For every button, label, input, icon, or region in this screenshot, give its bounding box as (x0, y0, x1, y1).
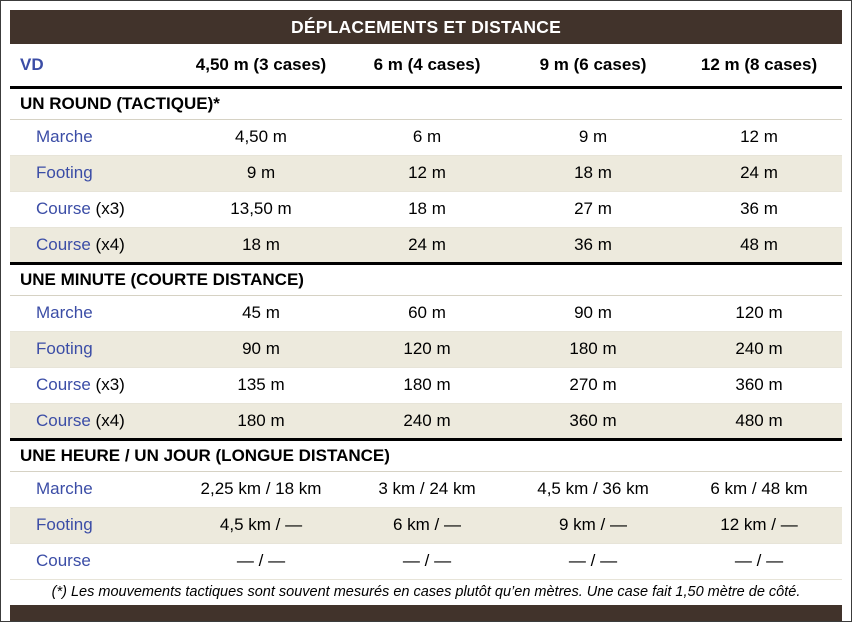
value-cell: 60 m (408, 303, 446, 322)
row-label (10, 403, 178, 439)
value-cell: 4,5 km / 36 km (537, 479, 649, 498)
value-cell: 240 m (403, 410, 451, 430)
value-cell: 360 m (735, 375, 783, 394)
value-cell: 480 m (735, 410, 783, 430)
value-cell: — / — (568, 551, 618, 570)
distance-table (10, 44, 842, 605)
table-title: DÉPLACEMENTS ET DISTANCE (291, 16, 561, 37)
row-label (10, 367, 178, 403)
bottom-bar (10, 605, 842, 622)
value-cell: 9 m (578, 127, 608, 146)
value-cell: 180 m (403, 375, 451, 394)
section-header-row (10, 87, 842, 119)
table-row (10, 367, 842, 403)
row-label-text: Footing (36, 515, 93, 534)
value-cell: 27 m (574, 199, 612, 218)
value-cell: 18 m (574, 163, 612, 182)
section-header-row (10, 439, 842, 471)
row-label-text: Footing (36, 339, 93, 358)
row-label-multiplier: (x4) (90, 234, 125, 254)
value-cell: 18 m (242, 234, 280, 254)
table-row (10, 191, 842, 227)
row-label-text: Course (36, 234, 91, 254)
value-cell: 24 m (740, 163, 778, 182)
value-cell: 45 m (242, 303, 280, 322)
table-row (10, 471, 842, 507)
row-label (10, 295, 178, 331)
column-header-row (10, 44, 842, 87)
row-label (10, 507, 178, 543)
section-title: UN ROUND (TACTIQUE)* (20, 93, 220, 113)
row-label-text: Marche (36, 479, 93, 498)
value-cell: 12 m (408, 163, 446, 182)
row-label-text: Course (36, 410, 91, 430)
value-cell: — / — (734, 551, 784, 570)
row-label (10, 191, 178, 227)
vd-header: VD (20, 54, 44, 74)
row-label-multiplier: (x4) (90, 410, 125, 430)
footnote-text: (*) Les mouvements tactiques sont souvent mesurés en cases plutôt qu’en mètres. Une case fait 1,50 mètre de côté. (51, 583, 801, 600)
section-header-row (10, 263, 842, 295)
value-cell: 270 m (569, 375, 617, 394)
row-label-text: Course (36, 199, 91, 218)
value-cell: 6 m (412, 127, 442, 146)
value-cell: 6 km / — (392, 515, 461, 534)
value-cell: 4,50 m (235, 127, 287, 146)
value-cell: 180 m (569, 339, 617, 358)
value-cell: 6 km / 48 km (710, 479, 808, 498)
value-cell: 240 m (735, 339, 783, 358)
value-cell: 180 m (237, 410, 285, 430)
row-label (10, 471, 178, 507)
value-cell: 36 m (574, 234, 612, 254)
column-header-4: 12 m (8 cases) (700, 54, 818, 74)
value-cell: 4,5 km / — (219, 515, 303, 534)
value-cell: 90 m (242, 339, 280, 358)
footnote-row (10, 579, 842, 605)
value-cell: 24 m (408, 234, 446, 254)
section-title: UNE HEURE / UN JOUR (LONGUE DISTANCE) (20, 445, 390, 465)
row-label-multiplier: (x3) (90, 199, 125, 218)
table-row (10, 543, 842, 579)
table-row (10, 227, 842, 263)
table-row (10, 331, 842, 367)
value-cell: 13,50 m (230, 199, 292, 218)
value-cell: 9 km / — (558, 515, 627, 534)
row-label (10, 331, 178, 367)
value-cell: 12 km / — (720, 515, 798, 534)
row-label (10, 155, 178, 191)
value-cell: 120 m (735, 303, 783, 322)
row-label-multiplier: (x3) (90, 375, 125, 394)
row-label-text: Footing (36, 163, 93, 182)
value-cell: 135 m (237, 375, 285, 394)
column-header-1: 4,50 m (3 cases) (195, 54, 327, 74)
value-cell: 48 m (740, 234, 778, 254)
table-row (10, 119, 842, 155)
value-cell: 360 m (569, 410, 617, 430)
value-cell: 2,25 km / 18 km (200, 479, 322, 498)
value-cell: 36 m (740, 199, 778, 218)
column-header-3: 9 m (6 cases) (539, 54, 647, 74)
value-cell: — / — (236, 551, 286, 570)
table-title-bar (10, 10, 842, 44)
value-cell: 9 m (246, 163, 276, 182)
row-label-text: Course (36, 375, 91, 394)
row-label-text: Marche (36, 303, 93, 322)
table-row (10, 155, 842, 191)
row-label (10, 119, 178, 155)
value-cell: 3 km / 24 km (378, 479, 476, 498)
value-cell: 120 m (403, 339, 451, 358)
value-cell: — / — (402, 551, 452, 570)
table-row (10, 295, 842, 331)
value-cell: 18 m (408, 199, 446, 218)
table-row (10, 507, 842, 543)
table-row (10, 403, 842, 439)
table-body (10, 87, 842, 579)
column-header-2: 6 m (4 cases) (373, 54, 481, 74)
value-cell: 90 m (574, 303, 612, 322)
value-cell: 12 m (740, 127, 778, 146)
section-title: UNE MINUTE (COURTE DISTANCE) (20, 269, 304, 289)
row-label-text: Course (36, 551, 91, 570)
row-label-text: Marche (36, 127, 93, 146)
row-label (10, 227, 178, 263)
row-label (10, 543, 178, 579)
